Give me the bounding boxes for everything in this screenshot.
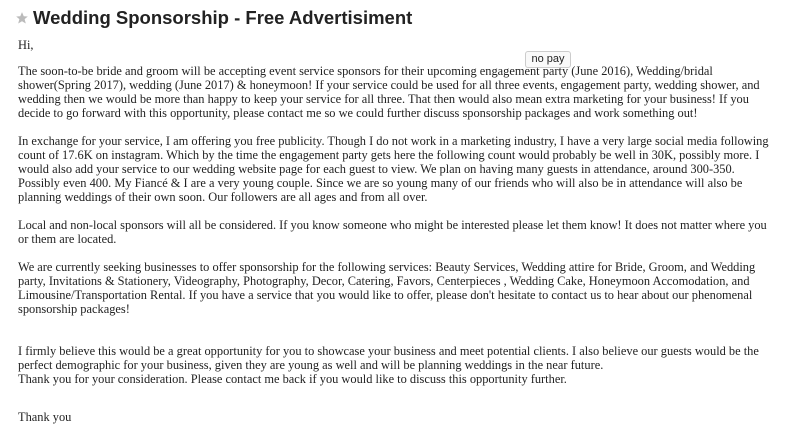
paragraph-exchange: In exchange for your service, I am offering you free publicity. Though I do not work in a marketing industry, I have a very large social media following count of 17.6K on instagram. Which by the time the engagement party gets here the following count would probably be well in 30K, possibly more. I would also add your service to our wedding website page for each guest to view. We plan on having many guests in attendance, around 300-350. Possibly even 400. My Fiancé & I are a very young couple. Since we are so young many of our friends who will also be in attendance will also be planning weddings of their own soon. Our followers are all ages and from all over. — [18, 134, 769, 204]
posting-body — [18, 38, 778, 424]
paragraph-services: We are currently seeking businesses to offer sponsorship for the following services: Beauty Services, Wedding attire for Bride, Groom, and Wedding party, Invitations & Stationery, Videography, Photography, Decor, Catering, Favors, Centerpieces , Wedding Cake, Honeymoon Accomodation, and Limousine/Transportation Rental. If you have a service that you would like to offer, please don't hesitate to contact us to hear about our phenomenal sponsorship packages! — [18, 260, 756, 316]
paragraph-thanks: Thank you for your consideration. Please contact me back if you would like to discuss this opportunity further. — [18, 372, 567, 386]
paragraph-opportunity: I firmly believe this would be a great opportunity for you to showcase your business and meet potential clients. I also believe our guests would be the perfect demographic for your business, given they are young as well and will be planning weddings in the near future. — [18, 344, 759, 372]
star-icon[interactable] — [15, 11, 29, 25]
posting-title-row — [15, 6, 412, 30]
closing: Thank you — [18, 410, 72, 424]
paragraph-intro: The soon-to-be bride and groom will be accepting event service sponsors for their upcoming engagement party (June 2016), Wedding/bridal shower(Spring 2017), wedding (June 2017) & honeymoon! If your service could be used for all three events, engagement party, wedding shower, and wedding then we would be more than happy to keep your service for all three. That then would also mean extra marketing for your business! If you decide to go forward with this opportunity, please contact me so we could further discuss sponsorship packages and work something out! — [18, 64, 760, 120]
posting-title: Wedding Sponsorship - Free Advertisiment — [33, 7, 413, 28]
greeting: Hi, — [18, 38, 34, 52]
compensation-badge: no pay — [525, 51, 571, 68]
paragraph-local-sponsors: Local and non-local sponsors will all be considered. If you know someone who might be interested please let them know! It does not matter where you or them are located. — [18, 218, 767, 246]
